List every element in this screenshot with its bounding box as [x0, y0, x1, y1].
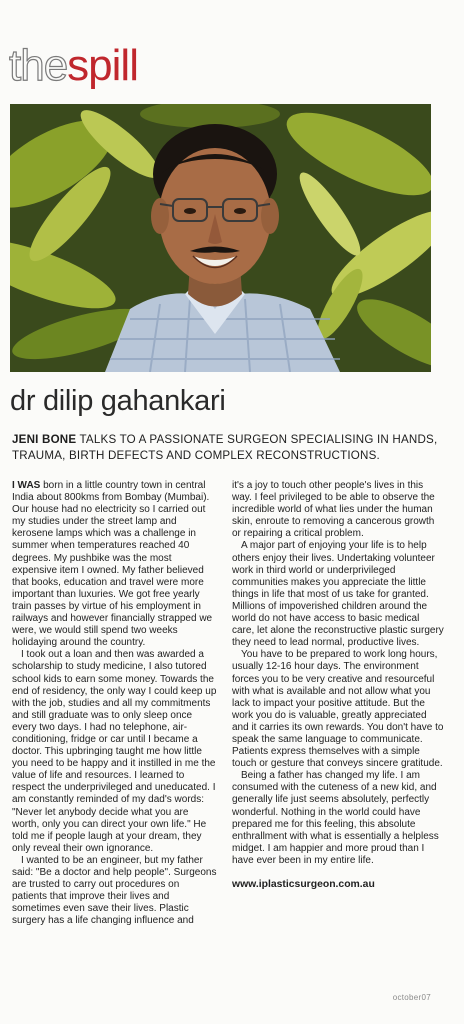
article-paragraph-1: [12, 480, 217, 649]
masthead-spill: spill: [67, 41, 138, 90]
article-column-right: [232, 480, 444, 891]
drop-in-lead: I WAS: [12, 480, 41, 491]
page-folio: october07: [392, 993, 431, 1002]
website-link[interactable]: www.iplasticsurgeon.com.au: [232, 879, 375, 890]
article-paragraph-7: Being a father has changed my life. I am consumed with the cuteness of a new kid, and generally life just seems absolutely, perfectly wonderful. Nothing in the world could have prepared me for this feeling, this absolute enthrallment with what is essentially a helpless midget. I am happier and more proud than I have ever been in my entire life.: [232, 770, 439, 866]
article-paragraph-4: it's a joy to touch other people's lives in this way. I feel privileged to be able to observe the incredible world of what lies under the human skin, enroute to removing a cancerous growth or repairing a critical problem.: [232, 480, 435, 540]
article-paragraph-2: I took out a loan and then was awarded a scholarship to study medicine, I also tutored school kids to earn some money. Towards the end of residency, the only way I could keep up with the job, studies and all my commitments and still graduate was to only sleep once every two days. I had no telephone, air-conditioning, fridge or car until I became a doctor. This upbringing taught me how little you need to be happy and it instilled in me the value of life and resources. I learned to respect the underprivileged and uneducated. I am constantly reminded of my dad's words: "Never let anybody decide what you are worth, only you can direct your own life." He told me if people laugh at your dream, they only reveal their own ignorance.: [12, 649, 217, 854]
magazine-masthead: [9, 41, 138, 90]
paragraph-1-text: born in a little country town in central India about 800kms from Bombay (Mumbai). Our house had no electricity so I carried out my studies under the street lamp and kerosene lamps which was a challenge in summer when temperatures reached 40 degrees. My pushbike was the most expensive item I owned. My father believed that books, education and travel were more important than luxuries. We got free yearly train passes by virtue of his employment in railways and however financially strapped we were, we would still spend two weeks holidaying around the country.: [12, 480, 213, 649]
author-byline: JENI BONE: [12, 433, 77, 446]
article-column-left: [12, 480, 217, 927]
masthead-the: the: [9, 41, 68, 90]
article-standfirst: [12, 432, 442, 464]
portrait-photo: [10, 104, 431, 372]
standfirst-text: TALKS TO A PASSIONATE SURGEON SPECIALISING IN HANDS, TRAUMA, BIRTH DEFECTS AND COMPLEX RECONSTRUCTIONS.: [12, 433, 438, 462]
article-paragraph-5: A major part of enjoying your life is to help others enjoy their lives. Undertaking volunteer work in third world or underprivileged communities makes you appreciate the little things in life that most of us take for granted. Millions of impoverished children around the world do not have access to basic medical care, let alone the reconstructive plastic surgery they need to lead normal, productive lives.: [232, 540, 444, 649]
article-headline: dr dilip gahankari: [10, 385, 226, 417]
article-paragraph-3: I wanted to be an engineer, but my father said: "Be a doctor and help people". Surgeons are trusted to carry out procedures on patients that improve their lives and sometimes even save their lives. Plastic surgery has a life changing influence and: [12, 854, 217, 927]
article-paragraph-6: You have to be prepared to work long hours, usually 12-16 hour days. The environment forces you to be very creative and resourceful with what is available and not allow what you lack to impact your positive attitude. But the work you do is valuable, greatly appreciated and it carries its own rewards. You don't have to speak the same language to communicate. Patients express themselves with a simple touch or gesture that conveys sincere gratitude.: [232, 649, 444, 770]
